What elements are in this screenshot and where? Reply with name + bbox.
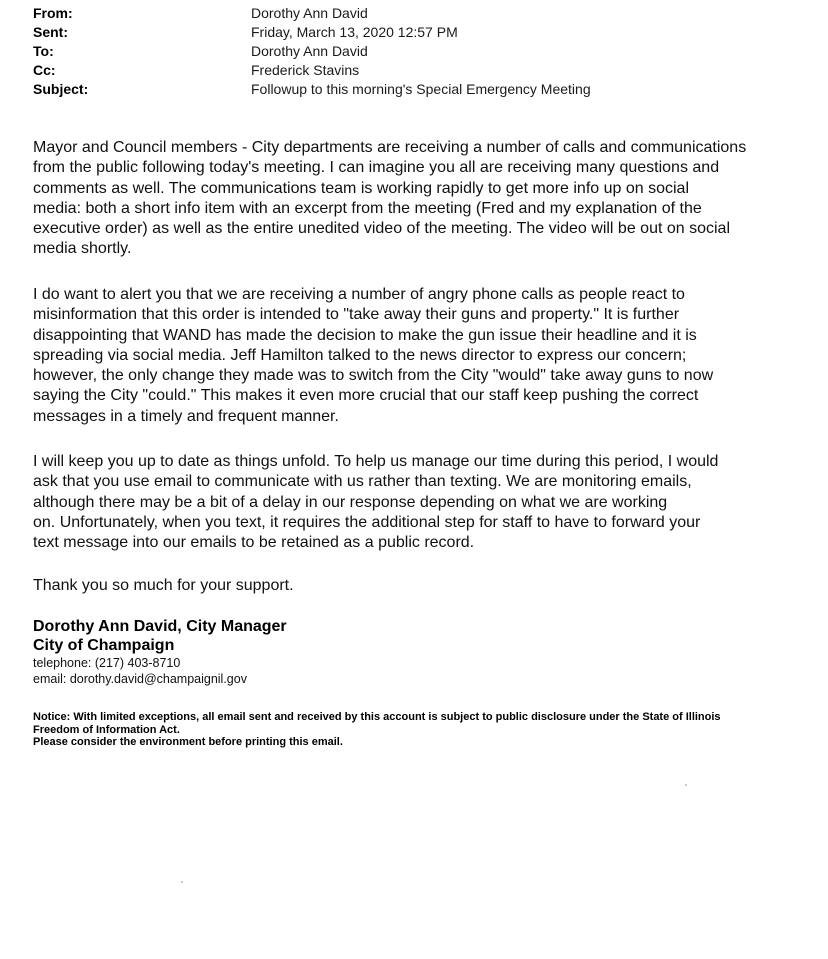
header-subject-row <box>33 79 793 99</box>
paragraph-line: on. Unfortunately, when you text, it requires the additional step for staff to have to forward your <box>33 513 701 531</box>
cc-label: Cc: <box>33 62 56 78</box>
paragraph-line: media shortly. <box>33 240 132 258</box>
paragraph-line: text message into our emails to be retained as a public record. <box>33 534 475 552</box>
header-sent-row <box>33 22 793 42</box>
paragraph-line: although there may be a bit of a delay in our response depending on what we are working <box>33 493 668 511</box>
signature-telephone: telephone: (217) 403-8710 <box>33 656 181 670</box>
from-label: From: <box>33 5 73 21</box>
signature-email: email: dorothy.david@champaignil.gov <box>33 672 247 686</box>
from-value: Dorothy Ann David <box>251 5 368 21</box>
notice-line: Notice: With limited exceptions, all email sent and received by this account is subject to public disclosure under the State of Illinois <box>33 711 721 723</box>
header-from-row <box>33 3 793 23</box>
subject-value: Followup to this morning's Special Emergency Meeting <box>251 81 591 97</box>
paragraph-line: ask that you use email to communicate with us rather than texting. We are monitoring emails, <box>33 473 692 491</box>
body-paragraph-3 <box>33 452 808 553</box>
closing-text: Thank you so much for your support. <box>33 577 294 594</box>
closing-line <box>33 576 808 596</box>
signature-name: Dorothy Ann David, City Manager <box>33 618 287 635</box>
scan-speck <box>685 784 687 786</box>
to-value: Dorothy Ann David <box>251 43 368 59</box>
header-to-row <box>33 41 793 61</box>
paragraph-line: I will keep you up to date as things unfold. To help us manage our time during this period, I would <box>33 453 719 470</box>
notice-line: Please consider the environment before printing this email. <box>33 736 343 748</box>
body-paragraph-1 <box>33 138 808 260</box>
paragraph-line: disappointing that WAND has made the decision to make the gun issue their headline and it is <box>33 326 697 344</box>
scan-speck <box>181 881 183 883</box>
paragraph-line: from the public following today's meeting. I can imagine you all are receiving many questions and <box>33 159 720 177</box>
paragraph-line: executive order) as well as the entire unedited video of the meeting. The video will be out on social <box>33 220 730 238</box>
subject-label: Subject: <box>33 81 89 97</box>
paragraph-line: however, the only change they made was to switch from the City "would" take away guns to now <box>33 367 714 385</box>
sent-label: Sent: <box>33 24 68 40</box>
body-paragraph-2 <box>33 285 808 427</box>
paragraph-line: comments as well. The communications team is working rapidly to get more info up on social <box>33 179 689 197</box>
paragraph-line: messages in a timely and frequent manner. <box>33 407 339 425</box>
notice-line: Freedom of Information Act. <box>33 723 180 736</box>
cc-value: Frederick Stavins <box>251 62 360 78</box>
paragraph-line: misinformation that this order is intended to "take away their guns and property." It is further <box>33 306 680 324</box>
header-cc-row <box>33 60 793 80</box>
disclosure-notice <box>33 711 803 749</box>
paragraph-line: spreading via social media. Jeff Hamilton talked to the news director to express our concern; <box>33 346 687 364</box>
signature-organization: City of Champaign <box>33 637 175 654</box>
paragraph-line: media: both a short info item with an excerpt from the meeting (Fred and my explanation of the <box>33 199 702 217</box>
to-label: To: <box>33 43 54 59</box>
paragraph-line: saying the City "could." This makes it even more crucial that our staff keep pushing the correct <box>33 387 699 405</box>
paragraph-line: I do want to alert you that we are receiving a number of angry phone calls as people react to <box>33 286 685 303</box>
sent-value: Friday, March 13, 2020 12:57 PM <box>251 24 458 40</box>
paragraph-line: Mayor and Council members - City departments are receiving a number of calls and communications <box>33 139 747 156</box>
